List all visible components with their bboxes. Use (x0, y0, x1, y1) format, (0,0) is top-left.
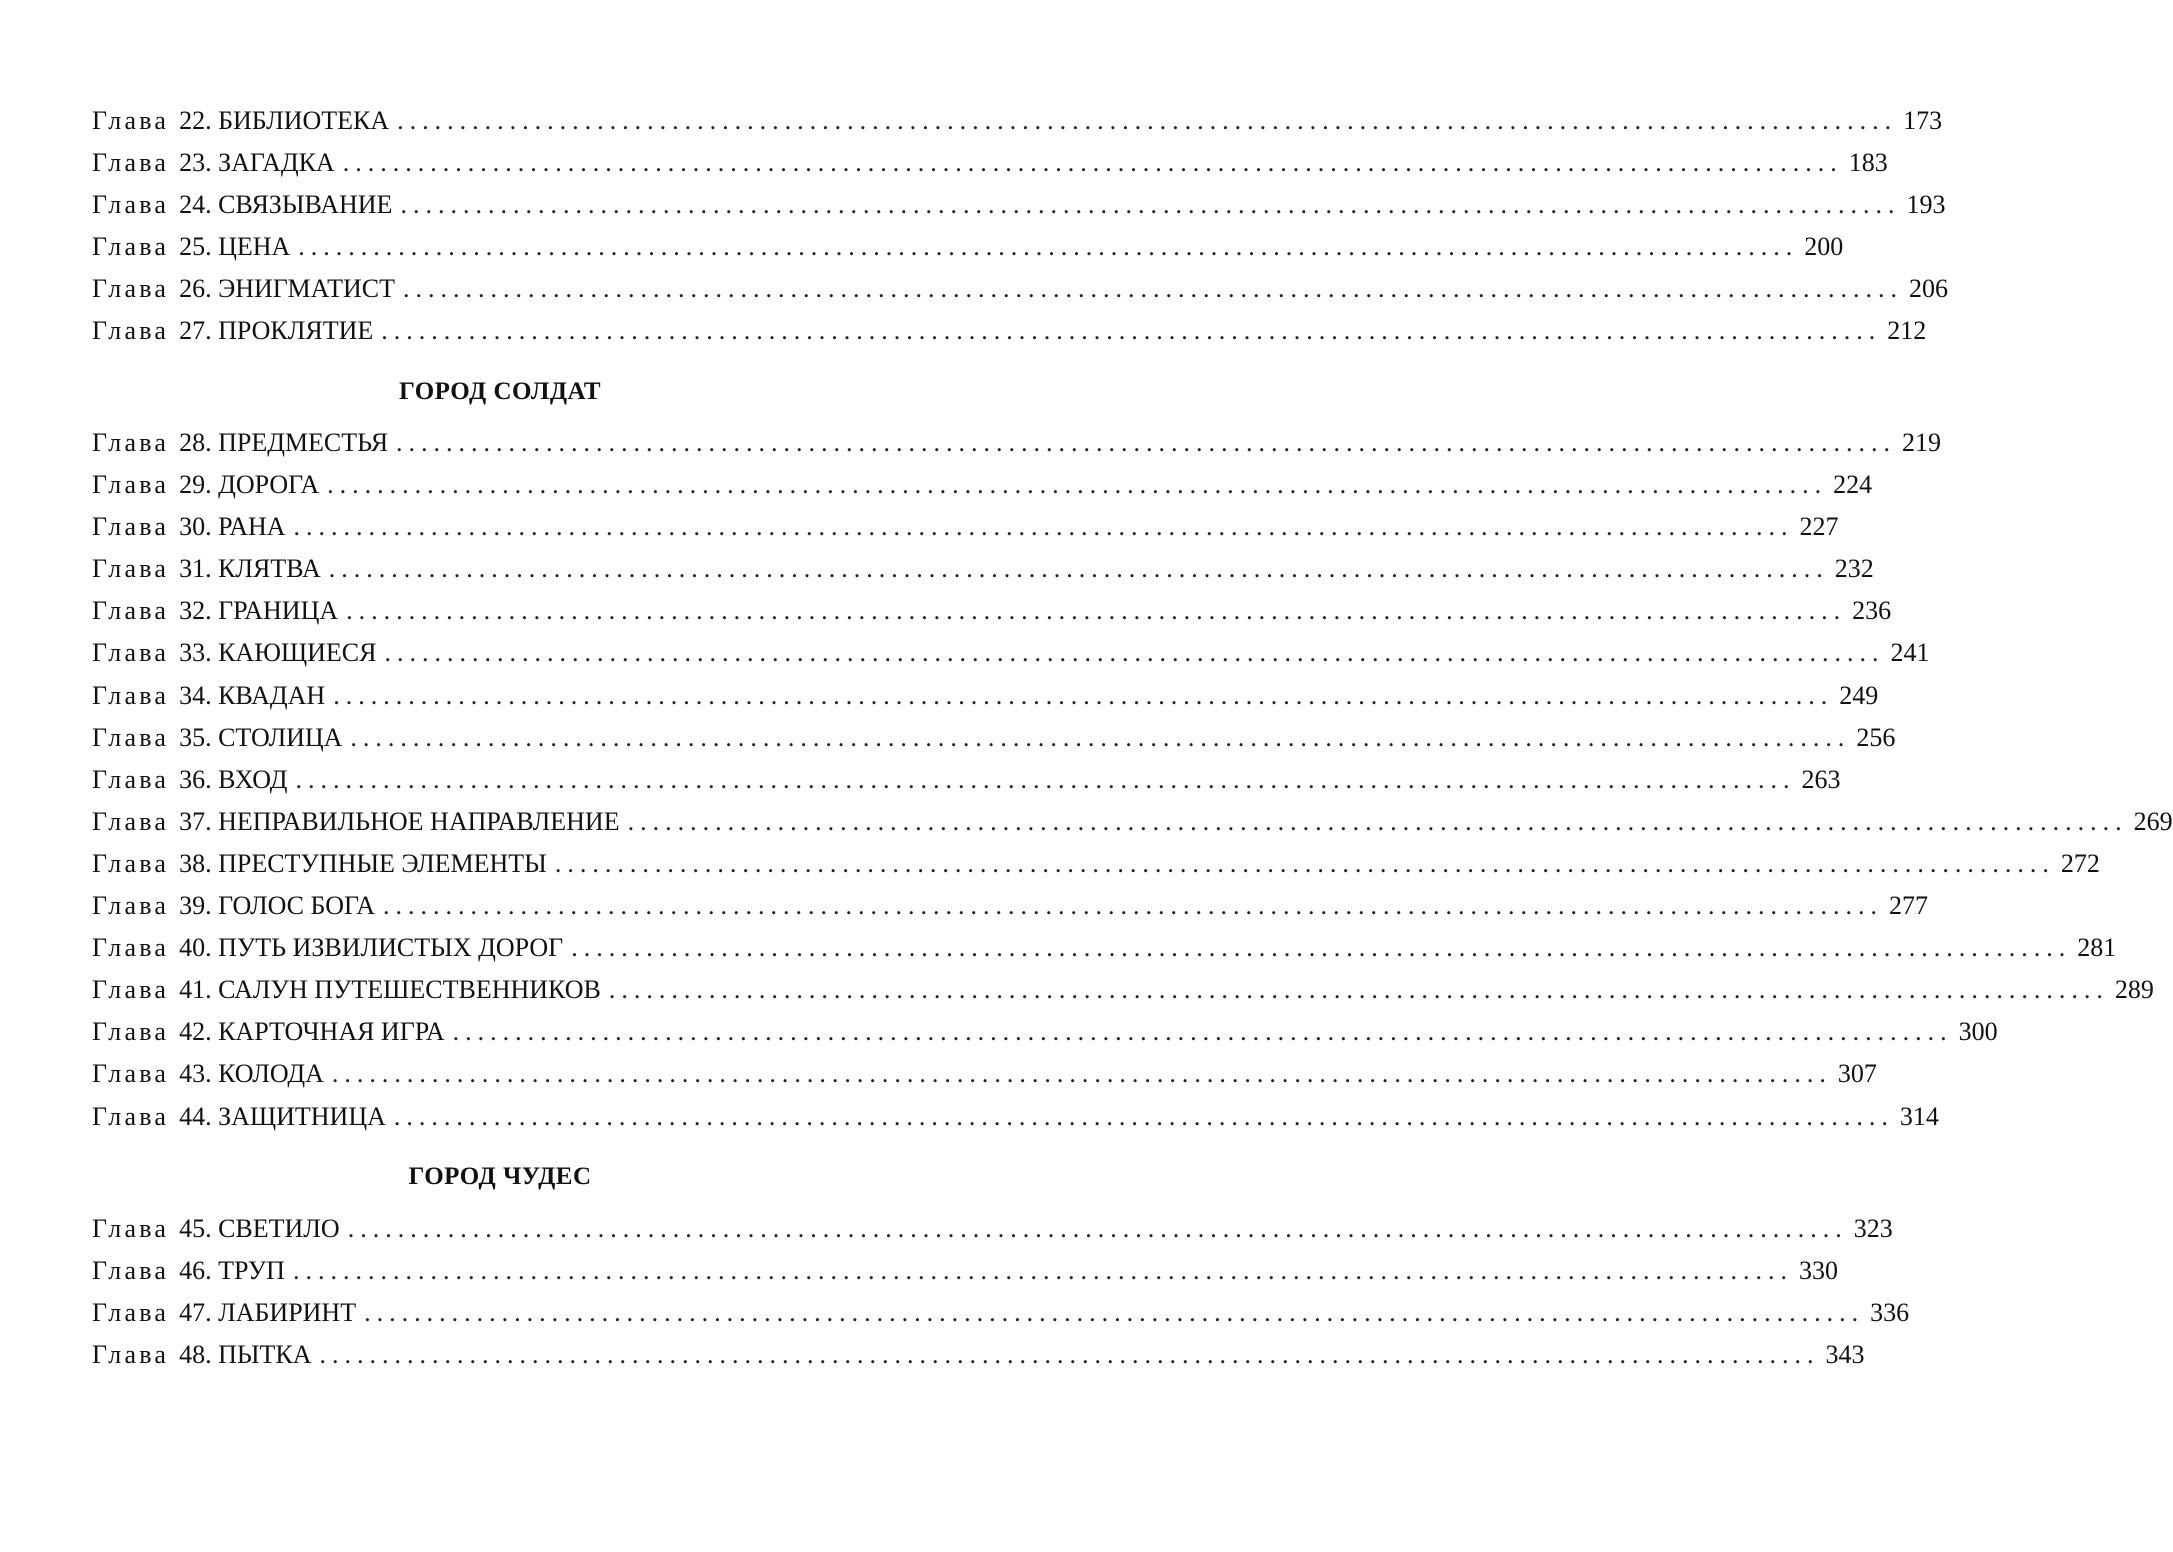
chapter-number: 47. (179, 1298, 212, 1328)
chapter-number: 27. (179, 316, 212, 346)
chapter-number: 35. (179, 722, 212, 752)
chapter-title: НЕПРАВИЛЬНОЕ НАПРАВЛЕНИЕ (218, 806, 620, 836)
toc-entry (92, 590, 1892, 632)
dot-leader: ........................................................................................................................ (402, 274, 1903, 304)
chapter-title: САЛУН ПУТЕШЕСТВЕННИКОВ (218, 975, 601, 1005)
chapter-word: Глава (92, 428, 170, 457)
dot-leader: ........................................................................................................................ (381, 316, 1882, 346)
toc-entry (92, 843, 2100, 885)
chapter-word: Глава (92, 1059, 170, 1089)
toc-entry (92, 1334, 1865, 1376)
page-number: 183 (1848, 148, 1888, 178)
page-number: 314 (1899, 1101, 1939, 1131)
dot-leader: ........................................................................................................................ (608, 975, 2109, 1005)
page-number: 193 (1906, 190, 1946, 220)
page-number: 227 (1799, 512, 1839, 542)
page-number: 323 (1853, 1214, 1893, 1243)
toc-entry (92, 1053, 1877, 1095)
chapter-word: Глава (92, 975, 170, 1005)
chapter-title: ДОРОГА (218, 470, 320, 500)
chapter-word: Глава (92, 1298, 170, 1328)
chapter-word: Глава (92, 232, 170, 262)
dot-leader: ........................................................................................................................ (293, 512, 1794, 542)
toc-entry (92, 759, 1841, 801)
page-number: 236 (1852, 596, 1892, 626)
chapter-word: Глава (92, 891, 170, 921)
chapter-number: 24. (179, 190, 212, 220)
chapter-number: 30. (179, 512, 212, 542)
chapter-title: ПРЕСТУПНЫЕ ЭЛЕМЕНТЫ (218, 848, 547, 878)
chapter-word: Глава (92, 680, 170, 710)
chapter-title: РАНА (218, 512, 286, 542)
dot-leader: ........................................................................................................................ (350, 722, 1851, 752)
chapter-number: 36. (179, 764, 212, 794)
toc-entry (92, 548, 1874, 590)
chapter-title: ЗАЩИТНИЦА (218, 1101, 386, 1131)
chapter-word: Глава (92, 1256, 170, 1286)
toc-entry (92, 717, 1896, 759)
chapter-number: 39. (179, 891, 212, 921)
chapter-number: 34. (179, 680, 212, 710)
dot-leader: ........................................................................................................................ (452, 1017, 1953, 1047)
toc-entry (92, 310, 1927, 352)
chapter-word: Глава (92, 806, 170, 836)
chapter-title: ПЫТКА (218, 1340, 312, 1370)
dot-leader: ........................................................................................................................ (400, 190, 1901, 220)
page-number: 219 (1902, 428, 1942, 457)
chapter-word: Глава (92, 1214, 170, 1243)
chapter-number: 41. (179, 975, 212, 1005)
page-number: 343 (1825, 1340, 1865, 1370)
dot-leader: ........................................................................................................................ (571, 933, 2072, 963)
toc-entry (92, 969, 2154, 1011)
chapter-title: ЛАБИРИНТ (218, 1298, 357, 1328)
dot-leader: ........................................................................................................................ (331, 1059, 1832, 1089)
chapter-number: 29. (179, 470, 212, 500)
dot-leader: ........................................................................................................................ (384, 638, 1885, 668)
chapter-title: ЦЕНА (218, 232, 291, 262)
chapter-word: Глава (92, 512, 170, 542)
chapter-number: 40. (179, 933, 212, 963)
chapter-title: ПУТЬ ИЗВИЛИСТЫХ ДОРОГ (218, 933, 564, 963)
chapter-number: 23. (179, 148, 212, 178)
toc-entry (92, 927, 2117, 969)
chapter-title: ТРУП (218, 1256, 285, 1286)
dot-leader: ........................................................................................................................ (342, 148, 1843, 178)
page-number: 300 (1958, 1017, 1998, 1047)
chapter-number: 28. (179, 428, 212, 457)
page-number: 263 (1801, 764, 1841, 794)
dot-leader: ........................................................................................................................ (295, 764, 1796, 794)
toc-block (92, 1208, 1910, 1376)
dot-leader: ........................................................................................................................ (383, 891, 1884, 921)
toc-entry (92, 184, 1946, 226)
dot-leader: ........................................................................................................................ (397, 106, 1898, 135)
chapter-title: ЗАГАДКА (218, 148, 335, 178)
dot-leader: ........................................................................................................................ (627, 806, 2128, 836)
page-number: 330 (1798, 1256, 1838, 1286)
page-number: 272 (2060, 848, 2100, 878)
toc-entry (92, 885, 1929, 927)
chapter-word: Глава (92, 554, 170, 584)
chapter-title: КОЛОДА (218, 1059, 324, 1089)
chapter-word: Глава (92, 638, 170, 668)
toc-entry (92, 1292, 1910, 1334)
chapter-title: ГРАНИЦА (218, 596, 339, 626)
chapter-title: СВЕТИЛО (218, 1214, 340, 1243)
dot-leader: ........................................................................................................................ (396, 428, 1897, 457)
page-number: 281 (2077, 933, 2117, 963)
page-number: 212 (1887, 316, 1927, 346)
chapter-number: 26. (179, 274, 212, 304)
chapter-number: 38. (179, 848, 212, 878)
chapter-title: СТОЛИЦА (218, 722, 343, 752)
chapter-number: 46. (179, 1256, 212, 1286)
toc-entry (92, 142, 1888, 184)
dot-leader: ........................................................................................................................ (347, 1214, 1848, 1243)
chapter-title: БИБЛИОТЕКА (218, 106, 390, 135)
chapter-word: Глава (92, 848, 170, 878)
chapter-title: ВХОД (218, 764, 288, 794)
page-number: 249 (1839, 680, 1879, 710)
chapter-title: СВЯЗЫВАНИЕ (218, 190, 393, 220)
page-number: 336 (1870, 1298, 1910, 1328)
toc-entry (92, 422, 1942, 464)
chapter-word: Глава (92, 470, 170, 500)
chapter-title: ЭНИГМАТИСТ (218, 274, 395, 304)
toc-entry (92, 1011, 1998, 1053)
dot-leader: ........................................................................................................................ (319, 1340, 1820, 1370)
page-number: 307 (1837, 1059, 1877, 1089)
toc-entry (92, 100, 1943, 142)
chapter-number: 42. (179, 1017, 212, 1047)
toc-block (92, 100, 1948, 353)
chapter-number: 22. (179, 106, 212, 135)
chapter-title: КЛЯТВА (218, 554, 321, 584)
chapter-number: 48. (179, 1340, 212, 1370)
chapter-word: Глава (92, 148, 170, 178)
chapter-word: Глава (92, 274, 170, 304)
chapter-title: КВАДАН (218, 680, 326, 710)
toc-entry (92, 226, 1844, 268)
page-number: 256 (1856, 722, 1896, 752)
page-number: 241 (1890, 638, 1930, 668)
dot-leader: ........................................................................................................................ (328, 554, 1829, 584)
page-number: 206 (1908, 274, 1948, 304)
chapter-number: 25. (179, 232, 212, 262)
chapter-word: Глава (92, 1017, 170, 1047)
dot-leader: ........................................................................................................................ (554, 848, 2055, 878)
chapter-number: 31. (179, 554, 212, 584)
chapter-number: 37. (179, 806, 212, 836)
toc-entry (92, 1208, 1893, 1250)
dot-leader: ........................................................................................................................ (364, 1298, 1865, 1328)
chapter-title: ПРОКЛЯТИЕ (218, 316, 374, 346)
page-number: 277 (1889, 891, 1929, 921)
dot-leader: ........................................................................................................................ (327, 470, 1828, 500)
dot-leader: ........................................................................................................................ (292, 1256, 1793, 1286)
toc-entry (92, 464, 1873, 506)
chapter-word: Глава (92, 596, 170, 626)
chapter-number: 33. (179, 638, 212, 668)
section-heading: ГОРОД ЧУДЕС (408, 1163, 592, 1190)
chapter-word: Глава (92, 316, 170, 346)
chapter-number: 32. (179, 596, 212, 626)
dot-leader: ........................................................................................................................ (298, 232, 1799, 262)
page-number: 173 (1903, 106, 1943, 135)
chapter-title: КАРТОЧНАЯ ИГРА (218, 1017, 445, 1047)
chapter-word: Глава (92, 190, 170, 220)
chapter-word: Глава (92, 1340, 170, 1370)
chapter-title: КАЮЩИЕСЯ (218, 638, 377, 668)
toc-entry (92, 268, 1948, 310)
dot-leader: ........................................................................................................................ (346, 596, 1847, 626)
page-number: 269 (2133, 806, 2173, 836)
dot-leader: ........................................................................................................................ (393, 1101, 1894, 1131)
chapter-number: 45. (179, 1214, 212, 1243)
toc-entry (92, 1096, 1939, 1138)
page-number: 200 (1804, 232, 1844, 262)
toc-entry (92, 1250, 1838, 1292)
toc-entry (92, 801, 2173, 843)
chapter-word: Глава (92, 1101, 170, 1131)
chapter-word: Глава (92, 722, 170, 752)
chapter-number: 44. (179, 1101, 212, 1131)
page-number: 232 (1834, 554, 1874, 584)
dot-leader: ........................................................................................................................ (333, 680, 1834, 710)
toc-entry (92, 632, 1930, 674)
chapter-number: 43. (179, 1059, 212, 1089)
section-heading: ГОРОД СОЛДАТ (398, 378, 602, 405)
page-number: 289 (2114, 975, 2154, 1005)
toc-entry (92, 675, 1879, 717)
chapter-title: ПРЕДМЕСТЬЯ (218, 428, 389, 457)
chapter-word: Глава (92, 933, 170, 963)
toc-entry (92, 506, 1839, 548)
toc-block (92, 422, 2173, 1138)
page-number: 224 (1833, 470, 1873, 500)
chapter-word: Глава (92, 764, 170, 794)
chapter-word: Глава (92, 106, 170, 135)
chapter-title: ГОЛОС БОГА (218, 891, 376, 921)
